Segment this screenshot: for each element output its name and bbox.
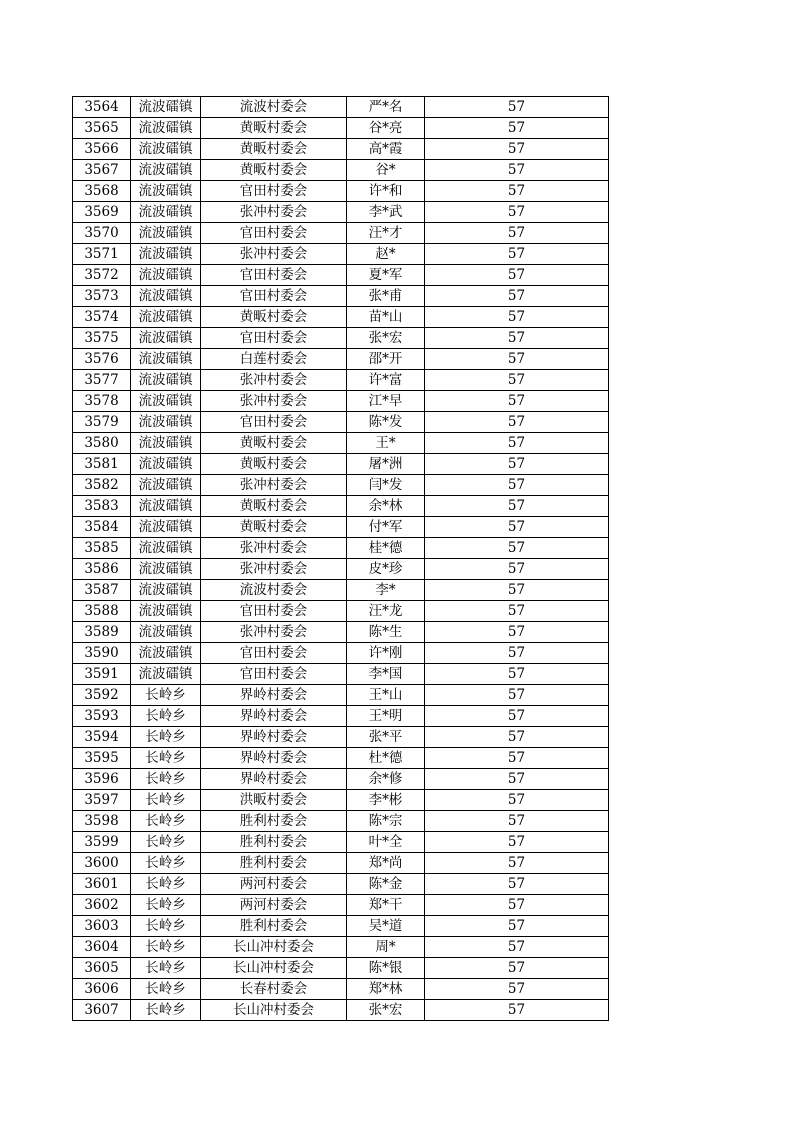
row-number-cell: 3575	[73, 328, 131, 349]
row-number-cell: 3590	[73, 643, 131, 664]
township-cell: 长岭乡	[131, 748, 201, 769]
village-committee-cell: 界岭村委会	[201, 748, 347, 769]
table-row	[73, 958, 609, 979]
village-committee-cell: 张冲村委会	[201, 370, 347, 391]
person-name-cell: 许*刚	[347, 643, 425, 664]
village-committee-cell: 官田村委会	[201, 328, 347, 349]
person-name-cell: 夏*军	[347, 265, 425, 286]
table-row	[73, 748, 609, 769]
village-committee-cell: 黄畈村委会	[201, 118, 347, 139]
amount-cell: 57	[425, 706, 609, 727]
row-number-cell: 3602	[73, 895, 131, 916]
person-name-cell: 邵*开	[347, 349, 425, 370]
township-cell: 流波礌镇	[131, 181, 201, 202]
amount-cell: 57	[425, 685, 609, 706]
person-name-cell: 张*宏	[347, 1000, 425, 1021]
table-row	[73, 769, 609, 790]
row-number-cell: 3587	[73, 580, 131, 601]
row-number-cell: 3606	[73, 979, 131, 1000]
person-name-cell: 周*	[347, 937, 425, 958]
row-number-cell: 3586	[73, 559, 131, 580]
amount-cell: 57	[425, 160, 609, 181]
village-committee-cell: 张冲村委会	[201, 559, 347, 580]
row-number-cell: 3577	[73, 370, 131, 391]
village-committee-cell: 张冲村委会	[201, 475, 347, 496]
person-name-cell: 谷*	[347, 160, 425, 181]
person-name-cell: 李*国	[347, 664, 425, 685]
row-number-cell: 3589	[73, 622, 131, 643]
table-row	[73, 244, 609, 265]
amount-cell: 57	[425, 412, 609, 433]
table-row	[73, 832, 609, 853]
township-cell: 长岭乡	[131, 874, 201, 895]
row-number-cell: 3607	[73, 1000, 131, 1021]
row-number-cell: 3567	[73, 160, 131, 181]
township-cell: 流波礌镇	[131, 244, 201, 265]
row-number-cell: 3583	[73, 496, 131, 517]
person-name-cell: 陈*生	[347, 622, 425, 643]
person-name-cell: 闫*发	[347, 475, 425, 496]
person-name-cell: 谷*亮	[347, 118, 425, 139]
row-number-cell: 3566	[73, 139, 131, 160]
table-row	[73, 874, 609, 895]
village-committee-cell: 黄畈村委会	[201, 496, 347, 517]
village-committee-cell: 官田村委会	[201, 181, 347, 202]
township-cell: 流波礌镇	[131, 601, 201, 622]
township-cell: 流波礌镇	[131, 643, 201, 664]
amount-cell: 57	[425, 454, 609, 475]
township-cell: 流波礌镇	[131, 496, 201, 517]
amount-cell: 57	[425, 979, 609, 1000]
amount-cell: 57	[425, 475, 609, 496]
table-row	[73, 601, 609, 622]
village-committee-cell: 长春村委会	[201, 979, 347, 1000]
table-row	[73, 853, 609, 874]
village-committee-cell: 长山冲村委会	[201, 958, 347, 979]
person-name-cell: 桂*德	[347, 538, 425, 559]
table-row	[73, 412, 609, 433]
township-cell: 流波礌镇	[131, 412, 201, 433]
village-committee-cell: 胜利村委会	[201, 853, 347, 874]
amount-cell: 57	[425, 538, 609, 559]
person-name-cell: 陈*宗	[347, 811, 425, 832]
village-committee-cell: 官田村委会	[201, 643, 347, 664]
row-number-cell: 3573	[73, 286, 131, 307]
person-name-cell: 王*山	[347, 685, 425, 706]
row-number-cell: 3564	[73, 97, 131, 118]
person-name-cell: 李*	[347, 580, 425, 601]
table-row	[73, 790, 609, 811]
village-committee-cell: 胜利村委会	[201, 916, 347, 937]
village-committee-cell: 界岭村委会	[201, 685, 347, 706]
row-number-cell: 3596	[73, 769, 131, 790]
table-row	[73, 391, 609, 412]
township-cell: 流波礌镇	[131, 475, 201, 496]
person-name-cell: 许*富	[347, 370, 425, 391]
table-row	[73, 328, 609, 349]
township-cell: 长岭乡	[131, 811, 201, 832]
amount-cell: 57	[425, 496, 609, 517]
township-cell: 长岭乡	[131, 916, 201, 937]
township-cell: 流波礌镇	[131, 391, 201, 412]
person-name-cell: 郑*林	[347, 979, 425, 1000]
amount-cell: 57	[425, 895, 609, 916]
person-name-cell: 陈*金	[347, 874, 425, 895]
person-name-cell: 高*霞	[347, 139, 425, 160]
row-number-cell: 3571	[73, 244, 131, 265]
row-number-cell: 3601	[73, 874, 131, 895]
row-number-cell: 3579	[73, 412, 131, 433]
amount-cell: 57	[425, 622, 609, 643]
row-number-cell: 3593	[73, 706, 131, 727]
row-number-cell: 3604	[73, 937, 131, 958]
table-row	[73, 139, 609, 160]
table-row	[73, 454, 609, 475]
row-number-cell: 3598	[73, 811, 131, 832]
table-row	[73, 496, 609, 517]
township-cell: 流波礌镇	[131, 328, 201, 349]
township-cell: 长岭乡	[131, 769, 201, 790]
township-cell: 长岭乡	[131, 937, 201, 958]
village-committee-cell: 官田村委会	[201, 412, 347, 433]
township-cell: 长岭乡	[131, 853, 201, 874]
amount-cell: 57	[425, 244, 609, 265]
township-cell: 流波礌镇	[131, 538, 201, 559]
table-row	[73, 895, 609, 916]
person-name-cell: 王*	[347, 433, 425, 454]
roster-table-container	[72, 96, 608, 1021]
person-name-cell: 张*甫	[347, 286, 425, 307]
person-name-cell: 李*彬	[347, 790, 425, 811]
amount-cell: 57	[425, 265, 609, 286]
township-cell: 流波礌镇	[131, 139, 201, 160]
village-committee-cell: 两河村委会	[201, 874, 347, 895]
amount-cell: 57	[425, 853, 609, 874]
amount-cell: 57	[425, 937, 609, 958]
amount-cell: 57	[425, 349, 609, 370]
row-number-cell: 3582	[73, 475, 131, 496]
person-name-cell: 陈*发	[347, 412, 425, 433]
table-row	[73, 727, 609, 748]
table-row	[73, 286, 609, 307]
amount-cell: 57	[425, 370, 609, 391]
person-name-cell: 余*林	[347, 496, 425, 517]
table-row	[73, 181, 609, 202]
person-name-cell: 郑*尚	[347, 853, 425, 874]
person-name-cell: 赵*	[347, 244, 425, 265]
row-number-cell: 3603	[73, 916, 131, 937]
township-cell: 长岭乡	[131, 706, 201, 727]
person-name-cell: 付*军	[347, 517, 425, 538]
row-number-cell: 3605	[73, 958, 131, 979]
person-name-cell: 李*武	[347, 202, 425, 223]
village-committee-cell: 官田村委会	[201, 664, 347, 685]
amount-cell: 57	[425, 328, 609, 349]
village-committee-cell: 黄畈村委会	[201, 454, 347, 475]
township-cell: 长岭乡	[131, 790, 201, 811]
village-committee-cell: 黄畈村委会	[201, 517, 347, 538]
table-row	[73, 643, 609, 664]
table-row	[73, 538, 609, 559]
person-name-cell: 苗*山	[347, 307, 425, 328]
person-name-cell: 杜*德	[347, 748, 425, 769]
row-number-cell: 3569	[73, 202, 131, 223]
table-row	[73, 664, 609, 685]
row-number-cell: 3591	[73, 664, 131, 685]
village-committee-cell: 黄畈村委会	[201, 139, 347, 160]
table-row	[73, 685, 609, 706]
township-cell: 长岭乡	[131, 1000, 201, 1021]
amount-cell: 57	[425, 181, 609, 202]
row-number-cell: 3580	[73, 433, 131, 454]
township-cell: 流波礌镇	[131, 286, 201, 307]
amount-cell: 57	[425, 97, 609, 118]
amount-cell: 57	[425, 580, 609, 601]
amount-cell: 57	[425, 559, 609, 580]
village-committee-cell: 流波村委会	[201, 97, 347, 118]
township-cell: 流波礌镇	[131, 160, 201, 181]
person-name-cell: 郑*干	[347, 895, 425, 916]
roster-table	[72, 96, 609, 1021]
amount-cell: 57	[425, 790, 609, 811]
township-cell: 流波礌镇	[131, 97, 201, 118]
row-number-cell: 3594	[73, 727, 131, 748]
table-row	[73, 160, 609, 181]
township-cell: 流波礌镇	[131, 370, 201, 391]
amount-cell: 57	[425, 286, 609, 307]
row-number-cell: 3597	[73, 790, 131, 811]
person-name-cell: 严*名	[347, 97, 425, 118]
table-row	[73, 307, 609, 328]
roster-table-body	[73, 97, 609, 1021]
village-committee-cell: 官田村委会	[201, 265, 347, 286]
row-number-cell: 3584	[73, 517, 131, 538]
row-number-cell: 3588	[73, 601, 131, 622]
row-number-cell: 3585	[73, 538, 131, 559]
township-cell: 流波礌镇	[131, 454, 201, 475]
table-row	[73, 202, 609, 223]
person-name-cell: 王*明	[347, 706, 425, 727]
amount-cell: 57	[425, 958, 609, 979]
township-cell: 流波礌镇	[131, 223, 201, 244]
table-row	[73, 517, 609, 538]
person-name-cell: 张*宏	[347, 328, 425, 349]
village-committee-cell: 黄畈村委会	[201, 160, 347, 181]
amount-cell: 57	[425, 664, 609, 685]
township-cell: 长岭乡	[131, 685, 201, 706]
township-cell: 流波礌镇	[131, 118, 201, 139]
amount-cell: 57	[425, 832, 609, 853]
table-row	[73, 811, 609, 832]
table-row	[73, 349, 609, 370]
village-committee-cell: 张冲村委会	[201, 244, 347, 265]
amount-cell: 57	[425, 748, 609, 769]
table-row	[73, 265, 609, 286]
person-name-cell: 皮*珍	[347, 559, 425, 580]
amount-cell: 57	[425, 139, 609, 160]
person-name-cell: 张*平	[347, 727, 425, 748]
table-row	[73, 97, 609, 118]
township-cell: 流波礌镇	[131, 517, 201, 538]
person-name-cell: 汪*龙	[347, 601, 425, 622]
village-committee-cell: 官田村委会	[201, 601, 347, 622]
amount-cell: 57	[425, 769, 609, 790]
table-row	[73, 622, 609, 643]
amount-cell: 57	[425, 433, 609, 454]
village-committee-cell: 张冲村委会	[201, 202, 347, 223]
amount-cell: 57	[425, 601, 609, 622]
township-cell: 长岭乡	[131, 727, 201, 748]
row-number-cell: 3581	[73, 454, 131, 475]
village-committee-cell: 黄畈村委会	[201, 433, 347, 454]
township-cell: 长岭乡	[131, 958, 201, 979]
table-row	[73, 706, 609, 727]
township-cell: 流波礌镇	[131, 559, 201, 580]
person-name-cell: 余*修	[347, 769, 425, 790]
row-number-cell: 3572	[73, 265, 131, 286]
amount-cell: 57	[425, 874, 609, 895]
table-row	[73, 580, 609, 601]
person-name-cell: 吴*道	[347, 916, 425, 937]
table-row	[73, 223, 609, 244]
township-cell: 流波礌镇	[131, 265, 201, 286]
village-committee-cell: 流波村委会	[201, 580, 347, 601]
row-number-cell: 3565	[73, 118, 131, 139]
township-cell: 流波礌镇	[131, 664, 201, 685]
township-cell: 流波礌镇	[131, 307, 201, 328]
person-name-cell: 江*早	[347, 391, 425, 412]
table-row	[73, 433, 609, 454]
amount-cell: 57	[425, 223, 609, 244]
table-row	[73, 118, 609, 139]
village-committee-cell: 官田村委会	[201, 223, 347, 244]
township-cell: 流波礌镇	[131, 622, 201, 643]
person-name-cell: 许*和	[347, 181, 425, 202]
village-committee-cell: 张冲村委会	[201, 622, 347, 643]
village-committee-cell: 官田村委会	[201, 286, 347, 307]
township-cell: 流波礌镇	[131, 433, 201, 454]
amount-cell: 57	[425, 391, 609, 412]
row-number-cell: 3568	[73, 181, 131, 202]
table-row	[73, 370, 609, 391]
village-committee-cell: 张冲村委会	[201, 538, 347, 559]
amount-cell: 57	[425, 307, 609, 328]
amount-cell: 57	[425, 1000, 609, 1021]
township-cell: 流波礌镇	[131, 580, 201, 601]
table-row	[73, 559, 609, 580]
person-name-cell: 汪*才	[347, 223, 425, 244]
village-committee-cell: 长山冲村委会	[201, 1000, 347, 1021]
row-number-cell: 3576	[73, 349, 131, 370]
amount-cell: 57	[425, 643, 609, 664]
person-name-cell: 屠*洲	[347, 454, 425, 475]
amount-cell: 57	[425, 202, 609, 223]
village-committee-cell: 界岭村委会	[201, 706, 347, 727]
row-number-cell: 3574	[73, 307, 131, 328]
village-committee-cell: 界岭村委会	[201, 769, 347, 790]
amount-cell: 57	[425, 118, 609, 139]
village-committee-cell: 洪畈村委会	[201, 790, 347, 811]
township-cell: 长岭乡	[131, 832, 201, 853]
village-committee-cell: 黄畈村委会	[201, 307, 347, 328]
table-row	[73, 1000, 609, 1021]
township-cell: 长岭乡	[131, 979, 201, 1000]
row-number-cell: 3570	[73, 223, 131, 244]
row-number-cell: 3592	[73, 685, 131, 706]
village-committee-cell: 界岭村委会	[201, 727, 347, 748]
amount-cell: 57	[425, 811, 609, 832]
table-row	[73, 937, 609, 958]
township-cell: 流波礌镇	[131, 349, 201, 370]
village-committee-cell: 胜利村委会	[201, 832, 347, 853]
village-committee-cell: 张冲村委会	[201, 391, 347, 412]
table-row	[73, 916, 609, 937]
township-cell: 长岭乡	[131, 895, 201, 916]
village-committee-cell: 白莲村委会	[201, 349, 347, 370]
person-name-cell: 叶*全	[347, 832, 425, 853]
amount-cell: 57	[425, 517, 609, 538]
row-number-cell: 3599	[73, 832, 131, 853]
person-name-cell: 陈*银	[347, 958, 425, 979]
amount-cell: 57	[425, 727, 609, 748]
amount-cell: 57	[425, 916, 609, 937]
township-cell: 流波礌镇	[131, 202, 201, 223]
row-number-cell: 3595	[73, 748, 131, 769]
village-committee-cell: 两河村委会	[201, 895, 347, 916]
row-number-cell: 3578	[73, 391, 131, 412]
table-row	[73, 475, 609, 496]
table-row	[73, 979, 609, 1000]
village-committee-cell: 胜利村委会	[201, 811, 347, 832]
village-committee-cell: 长山冲村委会	[201, 937, 347, 958]
row-number-cell: 3600	[73, 853, 131, 874]
